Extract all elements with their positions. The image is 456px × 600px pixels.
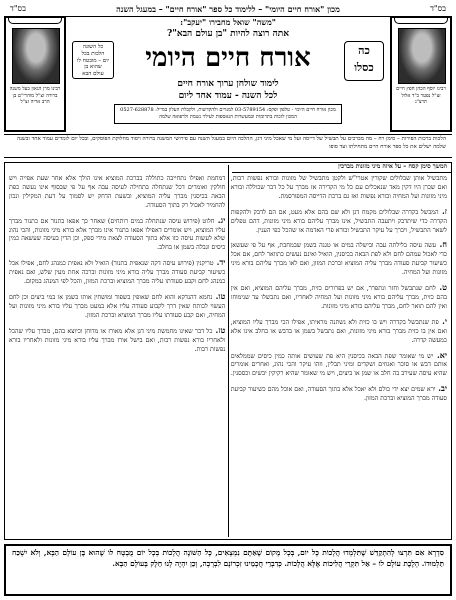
halacha-paragraph — [9, 258, 225, 287]
main-text — [4, 162, 452, 540]
top-right-mark: בס"ד — [430, 4, 446, 13]
halacha-paragraph — [9, 216, 225, 254]
paragraph-number: יד. — [213, 257, 226, 268]
title-row — [70, 41, 386, 78]
paragraph-number: יג. — [214, 214, 226, 225]
rabbi-portrait-image — [398, 28, 446, 84]
date-month: כסלו — [354, 61, 374, 74]
paragraph-text: ירא שמים יצא ידי כולם ולא יאכל אלא בתוך הסעודה, ואם אוכל מהם כשיעור קביעת סעודה מברך המוציא וברכת המזון. — [230, 386, 447, 403]
paragraph-text: פת שנתבשל בקדרה ויש בו כזית ולא נשתנה מראיתו, אפילו הכי מברך עליו המוציא, ואם אין בו כזית מברך בורא מיני מזונות, ואם נתבשל בשמן או בדבש או בחלב אינו אלא כמעשה קדרה. — [230, 318, 447, 344]
scroll-ornament — [394, 16, 448, 24]
halacha-paragraph — [231, 384, 447, 404]
paragraph-text: יש מי שאומר שפת הבאה בכיסנין היא פת שעושים אותה כמין כיסים שממלאים אותם דבש או סוכר ואגוזים ושקדים ומיני תבלין, וזהו עיקר והכי נהוג, ואחרים אומרים שהיא עיסה שעירב בה חלב או שמן או ביצים, ויש מי שאומר שהיא רקיקין יבשים וכססנין. — [230, 352, 447, 378]
badge-line: הלכות בכל — [81, 50, 105, 57]
portrait-left-caption: רבינו מרן הגאון בעל משנה ברורה זצ"ל מוהרי"ם בן הרב אריה זצ"ל — [9, 86, 61, 105]
subtitle-2: לכל השנה - עמוד אחד ליום — [178, 91, 278, 101]
halacha-paragraph — [231, 317, 447, 346]
contact-info: מכון אורח חיים היומי - טלפון ופקס: 03-5789154 למנויים ולהקדשות, ולקבלת העלון במייל: 0527-628878 המכון לזכות בתרומות ובמעשרות הנאספות לעילוי נשמת ולרפואה שלמה — [114, 104, 342, 124]
paragraph-text: חלוט (פירוש עיסה שנתחלה במים רותחים) שאחר כך אפאו בתנור אם כתנור מברך עליו המוציא, ויש אומרים דאפילו אפאו בתנור אינו מברך אלא בורא מיני מזונות, והכי נהוג שלא לעשות עיסה כזו אלא בתוך הסעודה לצאת מידי ספק, וכן הדין בעיסה שעשאה כמין כיסים וגבלה בשמן או בחלב. — [9, 217, 226, 252]
badge-line: עולם הבא — [82, 71, 104, 78]
question-line: אתה רוצה להיות "בן עולם הבא"? — [166, 29, 290, 39]
paragraph-text: המבשל בקדרה שבלולים מקמח דגן ולא שם בהם אלא מעט, אם הם לדבק ולהקפות הקדרה כדי שיתדבק ויתעבה התבשיל, אינו מברך עליהם בורא מיני מזונות, דהם טפלים לשאר התבשיל, ויברך על עיקר התבשיל ובורא פרי האדמה או שהכל כפי הענין. — [230, 208, 447, 234]
paragraph-number: י. — [438, 315, 447, 326]
paragraph-text: נחמא דהנדקא והוא לחם שאופין בשפוד ומושחין אותו בשמן או במי ביצים וכן לחם העשוי לכותח שאין דרך לקבוע סעודה עליו אלא במעט מברך עליו בורא מיני מזונות ועל המחיה, ואם קבע סעודתו עליו מברך המוציא וברכת המזון. — [9, 293, 226, 319]
halacha-paragraph — [9, 292, 225, 321]
date-box — [344, 41, 384, 81]
column-left — [9, 175, 225, 537]
paragraph-number: טו. — [212, 290, 226, 301]
halacha-paragraph — [231, 207, 447, 236]
footer-box: סִדְרָא אִם תִּרְצוּ לְהִתְקַדֵּשׁ שֶׁתִּלְמְדוּ הֲלָכוֹת כָּל יוֹם, בְּכָל מָקוֹם שֶׁאַתֶּם נִמְצָאִים, כָּל הַשּׁוֹנֶה הֲלָכוֹת בְּכָל יוֹם מֻבְטָח לוֹ שֶׁהוּא בֶּן עוֹלָם הַבָּא, וְלֹא יִשְׁכַּח תַּלְמוּדוֹ. הָלֶכֶת עוֹלָם לוֹ – אַל תִּקְרֵי הֲלִיכוֹת אֶלָּא הֲלָכוֹת. כְּדִבְרֵי חֲכָמֵינוּ זִכְרוֹנָם לִבְרָכָה, וְכֵן יִהְיֶה לָנוּ חֵלֶק בָּעוֹלָם הַבָּא. — [4, 544, 452, 596]
rabbi-portrait-image — [12, 28, 60, 84]
paragraph-number: טז. — [212, 324, 226, 335]
scroll-ornament — [8, 16, 62, 24]
paragraph-number: ח. — [436, 239, 447, 250]
paragraph-text: מתבשיל אותן שבלולים שקורין אטרי"ש ולקטן מתבשיל של מזונות ובורא נפשות רבות, ואם שכרן היו דקין מאד שנאכלים עם כל מי הקדירה אז מברך על כל דבר שכוללה ובורא מיני מזונות ועל המחיה ובורא נפשות ואז גם ברכת הדייסה המפורסמת. — [230, 175, 447, 200]
portrait-right — [390, 16, 452, 132]
badge-line: שהוא בן — [84, 64, 102, 71]
page-title: אורח חיים היומי — [145, 43, 311, 73]
halacha-paragraph — [231, 175, 447, 202]
section-heading: המשך סימן קסח – על איזה מיני מזונות מברכין — [232, 163, 451, 173]
paragraph-text: דמחמת ואפילו נתחייבה כתוללה בברכת המוציא אינו הולך אלא אחר שעת אפייה ויש חולקין ואומרים דכל שנתחלה בתחילה לעיסה עבה אף על פי שבסוף אינו נעשה כפת הבאה בכיסנין מברך עליה המוציא, ובשעת הדחק יש לסמוך על דעת המקילין ונכון להחמיר לאכול רק בתוך הסעודה. — [9, 175, 226, 209]
paragraph-number: ז. — [438, 205, 447, 216]
title-block — [70, 16, 386, 132]
top-left-mark: בס"ד — [10, 4, 26, 13]
halacha-paragraph — [231, 240, 447, 278]
date-day: כה — [358, 44, 370, 57]
badge-line: יום – מובטח לו — [76, 57, 110, 64]
portrait-left — [4, 16, 66, 132]
promise-badge — [72, 41, 114, 79]
masthead — [4, 16, 452, 158]
intro-banner: הלכות ברכות הפירות – סימן רח – מה מברכים על תבשיל של דייסה ועל מי שאכל מיני דגן, ההלכה היום במעגל השנה עם פירושי המשנה ברורה ויסוד מחלוקת הפוסקים, ובכל יום לומדים עמוד אחד ובשנה שלמה ישלים את כל ספר אורח חיים מתחילתו ועד סופו — [4, 134, 452, 158]
column-right — [231, 175, 447, 537]
paragraph-text: לחם שנתבשל וחזר ונתפרר, אם יש בפרורים כזית, מברך עליהם המוציא, ואם אין בהם כזית, מברך עליהם בורא מיני מזונות ועל המחיה לאחריו, ואם נתבשלו עד שנימוחו ואין להם תואר לחם, מברך עליהם בורא מיני מזונות. — [230, 285, 447, 310]
portrait-right-caption: רבינו יוסף הכהן חפץ חיים זצ"ל נפטר כ"ד אלול תרצ"ג — [396, 86, 446, 105]
halacha-paragraph — [231, 351, 447, 380]
paragraph-text: כל דבר שאינו מחמשת מיני דגן אלא מאורז או מדוחן וכיוצא בהם, מברך עליו שהכל ולאחריו בורא נפשות רבות, ואם בישל אורז מברך עליו בורא מיני מזונות ולאחריו בורא נפשות רבות. — [9, 327, 226, 353]
paragraph-number: יא. — [433, 349, 447, 360]
halacha-paragraph — [231, 283, 447, 312]
paragraph-number: ט. — [435, 282, 447, 293]
paragraph-text: עשה עיסה בלילתה עבה ובישלה במים או טגנה בשמן שבמחבת, אף על פי שעשאן כדי לאכול עמהם לחם ולא לפת הבאה בכיסנין, הואיל ואינם נעשים כתוואר לחם, אם אכל כשיעור קביעת סעודה מברך עליה המוציא וברכת המזון, ואם לאו מברך עליהם בורא מיני מזונות ועל המחיה. — [230, 242, 447, 277]
motto: "משה" שואל מחבירו "יעקב": — [180, 17, 276, 27]
halacha-paragraph — [9, 175, 225, 211]
top-line — [4, 2, 452, 17]
column-divider — [228, 165, 229, 537]
subtitle: לימוד שולחן ערוך אורח חיים — [177, 79, 279, 89]
badge-line: כל השונה — [82, 44, 104, 50]
institute-line: מכון "אורח חיים היומי" – ללימוד כל ספר "אורח חיים" – במעגל השנה — [116, 4, 340, 14]
halacha-paragraph — [9, 326, 225, 355]
paragraph-number: יב. — [435, 383, 447, 394]
paragraph-text: טריקנין (פירוש עיסה דקה שנאפית בתנור) הואיל ולא נאפית כמנהג לחם, אפילו אכל כשיעור קביעת סעודה מברך עליה בורא מיני מזונות וברכה אחת מעין שלש, ואם נאפית כמנהג לחם וקבע סעודתו עליה מברך המוציא וברכת המזון, והכל לפי המנהג במקום. — [9, 260, 226, 286]
